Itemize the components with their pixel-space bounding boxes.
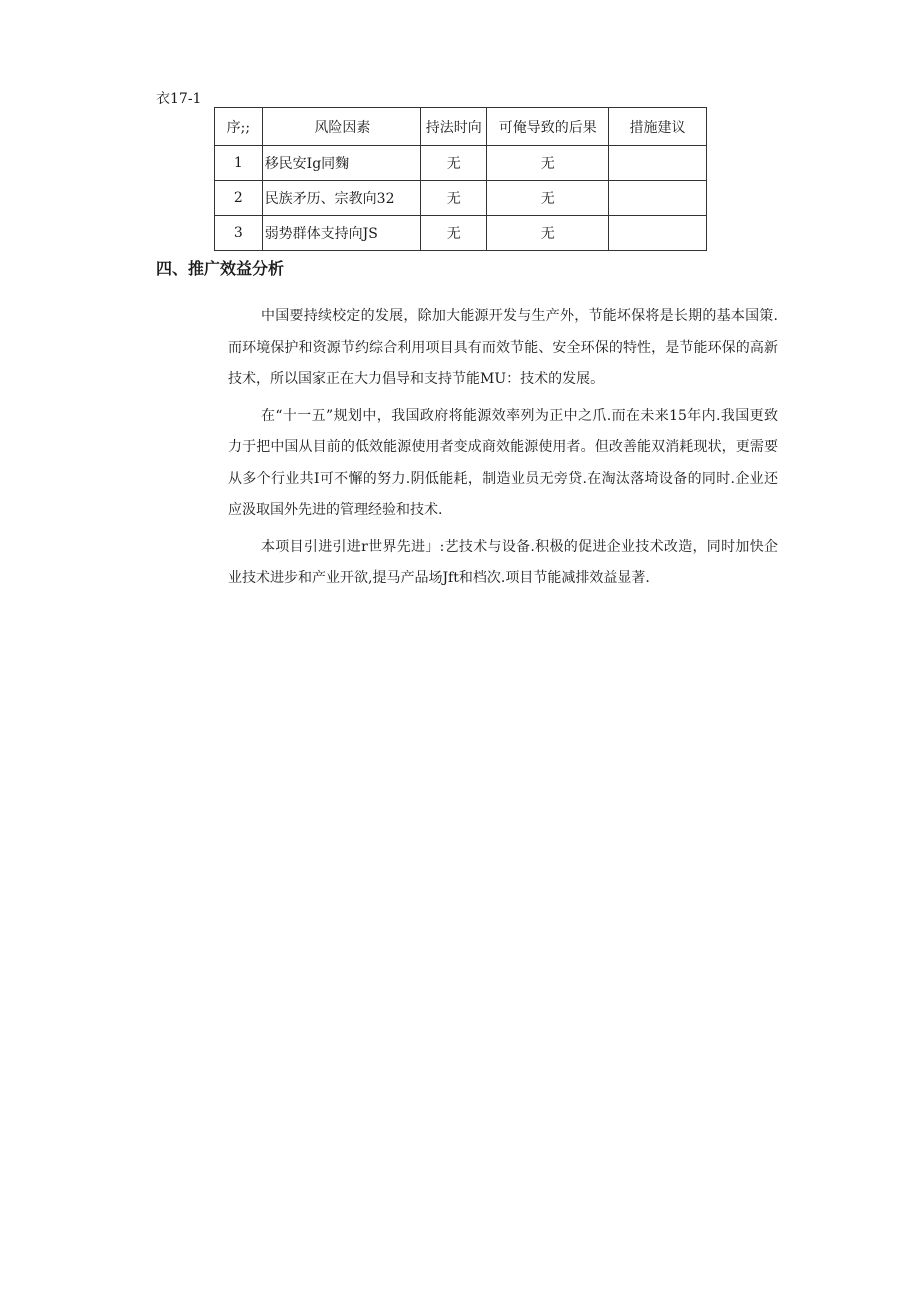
- section-body: [228, 301, 778, 600]
- cell-duration: 无: [421, 216, 487, 251]
- header-risk-factor: 风险因素: [262, 108, 420, 146]
- table-row: [215, 146, 707, 181]
- cell-risk-factor: 移民安Ig同麴: [262, 146, 420, 181]
- table-caption: 衣17-1: [156, 91, 202, 107]
- header-measures: 措施建议: [609, 108, 707, 146]
- cell-index: 3: [215, 216, 263, 251]
- header-index: 序;;: [215, 108, 263, 146]
- section-heading: 四、推广效益分析: [156, 259, 285, 278]
- header-consequence: 可俺导致的后果: [487, 108, 609, 146]
- cell-index: 2: [215, 181, 263, 216]
- paragraph: 中国要持续校定的发展，除加大能源开发与生产外，节能坏保将是长期的基本国策.而环境保护和资源节约综合利用项目具有而效节能、安全环保的特性，是节能环保的高新技术，所以国家正在大力倡导和支持节能MU：技术的发展。: [228, 308, 778, 387]
- table-row: [215, 216, 707, 251]
- header-duration: 持法时向: [421, 108, 487, 146]
- risk-table: [214, 107, 707, 251]
- cell-measures: [609, 216, 707, 251]
- cell-measures: [609, 181, 707, 216]
- paragraph: 在“十一五”规划中，我国政府将能源效率列为正中之爪.而在未来15年内.我国更致力于把中国从目前的低效能源使用者变成商效能源使用者。但改善能双消耗现状，更需要从多个行业共I可不懈的努力.阴低能耗，制造业员无旁贷.在淘汰落埼设备的同时.企业还应汲取国外先进的管理经验和技术.: [228, 407, 778, 518]
- cell-consequence: 无: [487, 216, 609, 251]
- cell-consequence: 无: [487, 146, 609, 181]
- cell-duration: 无: [421, 146, 487, 181]
- table-header-row: [215, 108, 707, 146]
- cell-consequence: 无: [487, 181, 609, 216]
- cell-risk-factor: 民族矛历、宗教向32: [262, 181, 420, 216]
- cell-risk-factor: 弱势群体支持向JS: [262, 216, 420, 251]
- paragraph: 本项目引进引进r世界先进」:艺技术与设备.积极的促进企业技术改造，同时加快企业技术进步和产业开欲,提马产品场Jft和档次.项目节能减排效益显著.: [228, 538, 778, 586]
- cell-index: 1: [215, 146, 263, 181]
- cell-measures: [609, 146, 707, 181]
- cell-duration: 无: [421, 181, 487, 216]
- table-row: [215, 181, 707, 216]
